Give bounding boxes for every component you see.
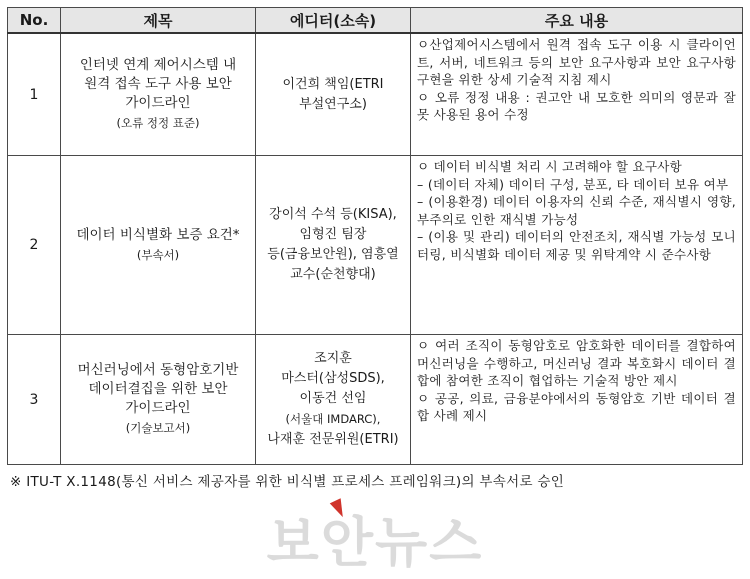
content-item: ㅇ산업제어시스템에서 원격 접속 도구 이용 시 클라이언트, 서버, 네트워크 등의 보안 요구사항과 보안 요구사항 구현을 위한 상세 기술적 지침 제시 bbox=[417, 37, 736, 87]
title-line: 가이드라인 bbox=[125, 400, 191, 416]
row-title bbox=[61, 335, 256, 465]
editor-line: (서울대 IMDARC), bbox=[285, 412, 381, 426]
content-item: ㅇ 데이터 비식별 처리 시 고려해야 할 요구사항 bbox=[417, 159, 683, 174]
standards-table bbox=[7, 7, 743, 465]
title-subtitle: (오류 정정 표준) bbox=[116, 116, 200, 130]
row-editor bbox=[256, 156, 411, 335]
row-content bbox=[411, 33, 743, 156]
editor-line: 임형진 팀장 bbox=[299, 227, 367, 242]
header-editor: 에디터(소속) bbox=[256, 8, 411, 34]
footnote: ※ ITU-T X.1148(통신 서비스 제공자를 위한 비식별 프로세스 프레임워크)의 부속서로 승인 bbox=[10, 474, 565, 490]
editor-line: 등(금융보안원), 염흥열 bbox=[267, 247, 399, 262]
table-row bbox=[8, 156, 743, 335]
table-row bbox=[8, 335, 743, 465]
content-item: – (이용 및 관리) 데이터의 안전조치, 재식별 가능성 모니터링, 비식별화 데이터 제공 및 위탁계약 시 준수사항 bbox=[417, 229, 736, 262]
row-title bbox=[61, 33, 256, 156]
title-line: 원격 접속 도구 사용 보안 bbox=[84, 76, 232, 92]
header-title: 제목 bbox=[61, 8, 256, 34]
title-line: 머신러닝에서 동형암호기반 bbox=[77, 362, 239, 378]
editor-line: 이건희 책임(ETRI bbox=[282, 76, 384, 92]
editor-line: 이동건 선임 bbox=[299, 391, 367, 406]
title-line: 인터넷 연계 제어시스템 내 bbox=[79, 57, 237, 73]
content-item: ㅇ 여러 조직이 동형암호로 암호화한 데이터를 결합하여 머신러닝을 수행하고, 머신러닝 결과 복호화시 데이터 결합에 참여한 조직이 협업하는 기술적 방안 제시 bbox=[417, 338, 736, 388]
title-line: 데이터 비식별화 보증 요건* bbox=[76, 226, 240, 243]
title-line: 데이터결집을 위한 보안 bbox=[88, 381, 228, 397]
title-line: 가이드라인 bbox=[125, 95, 191, 111]
editor-line: 부설연구소) bbox=[299, 96, 367, 112]
editor-line: 교수(순천향대) bbox=[290, 267, 376, 282]
watermark-logo: 보안뉴스 bbox=[266, 511, 484, 574]
title-subtitle: (부속서) bbox=[136, 247, 180, 262]
header-no: No. bbox=[8, 8, 61, 34]
content-item: – (이용환경) 데이터 이용자의 신뢰 수준, 재식별시 영향, 부주의로 인한 재식별 가능성 bbox=[417, 194, 736, 227]
row-editor bbox=[256, 335, 411, 465]
row-content bbox=[411, 335, 743, 465]
content-item: ㅇ 오류 정정 내용 : 권고안 내 모호한 의미의 영문과 잘못 사용된 용어 수정 bbox=[417, 89, 736, 122]
editor-line: 나재훈 전문위원(ETRI) bbox=[267, 432, 399, 447]
content-item: – (데이터 자체) 데이터 구성, 분포, 타 데이터 보유 여부 bbox=[417, 176, 729, 192]
editor-line: 강이석 수석 등(KISA), bbox=[269, 207, 397, 222]
editor-line: 조지훈 bbox=[314, 351, 352, 366]
row-no: 1 bbox=[8, 33, 61, 156]
header-content: 주요 내용 bbox=[411, 8, 743, 34]
row-editor bbox=[256, 33, 411, 156]
row-content bbox=[411, 156, 743, 335]
row-no: 2 bbox=[8, 156, 61, 335]
editor-line: 마스터(삼성SDS), bbox=[281, 371, 385, 386]
row-no: 3 bbox=[8, 335, 61, 465]
row-title bbox=[61, 156, 256, 335]
content-item: ㅇ 공공, 의료, 금융분야에서의 동형암호 기반 데이터 결합 사례 제시 bbox=[417, 390, 736, 423]
table-row bbox=[8, 33, 743, 156]
table-header-row bbox=[8, 8, 743, 34]
title-subtitle: (기술보고서) bbox=[125, 421, 191, 435]
